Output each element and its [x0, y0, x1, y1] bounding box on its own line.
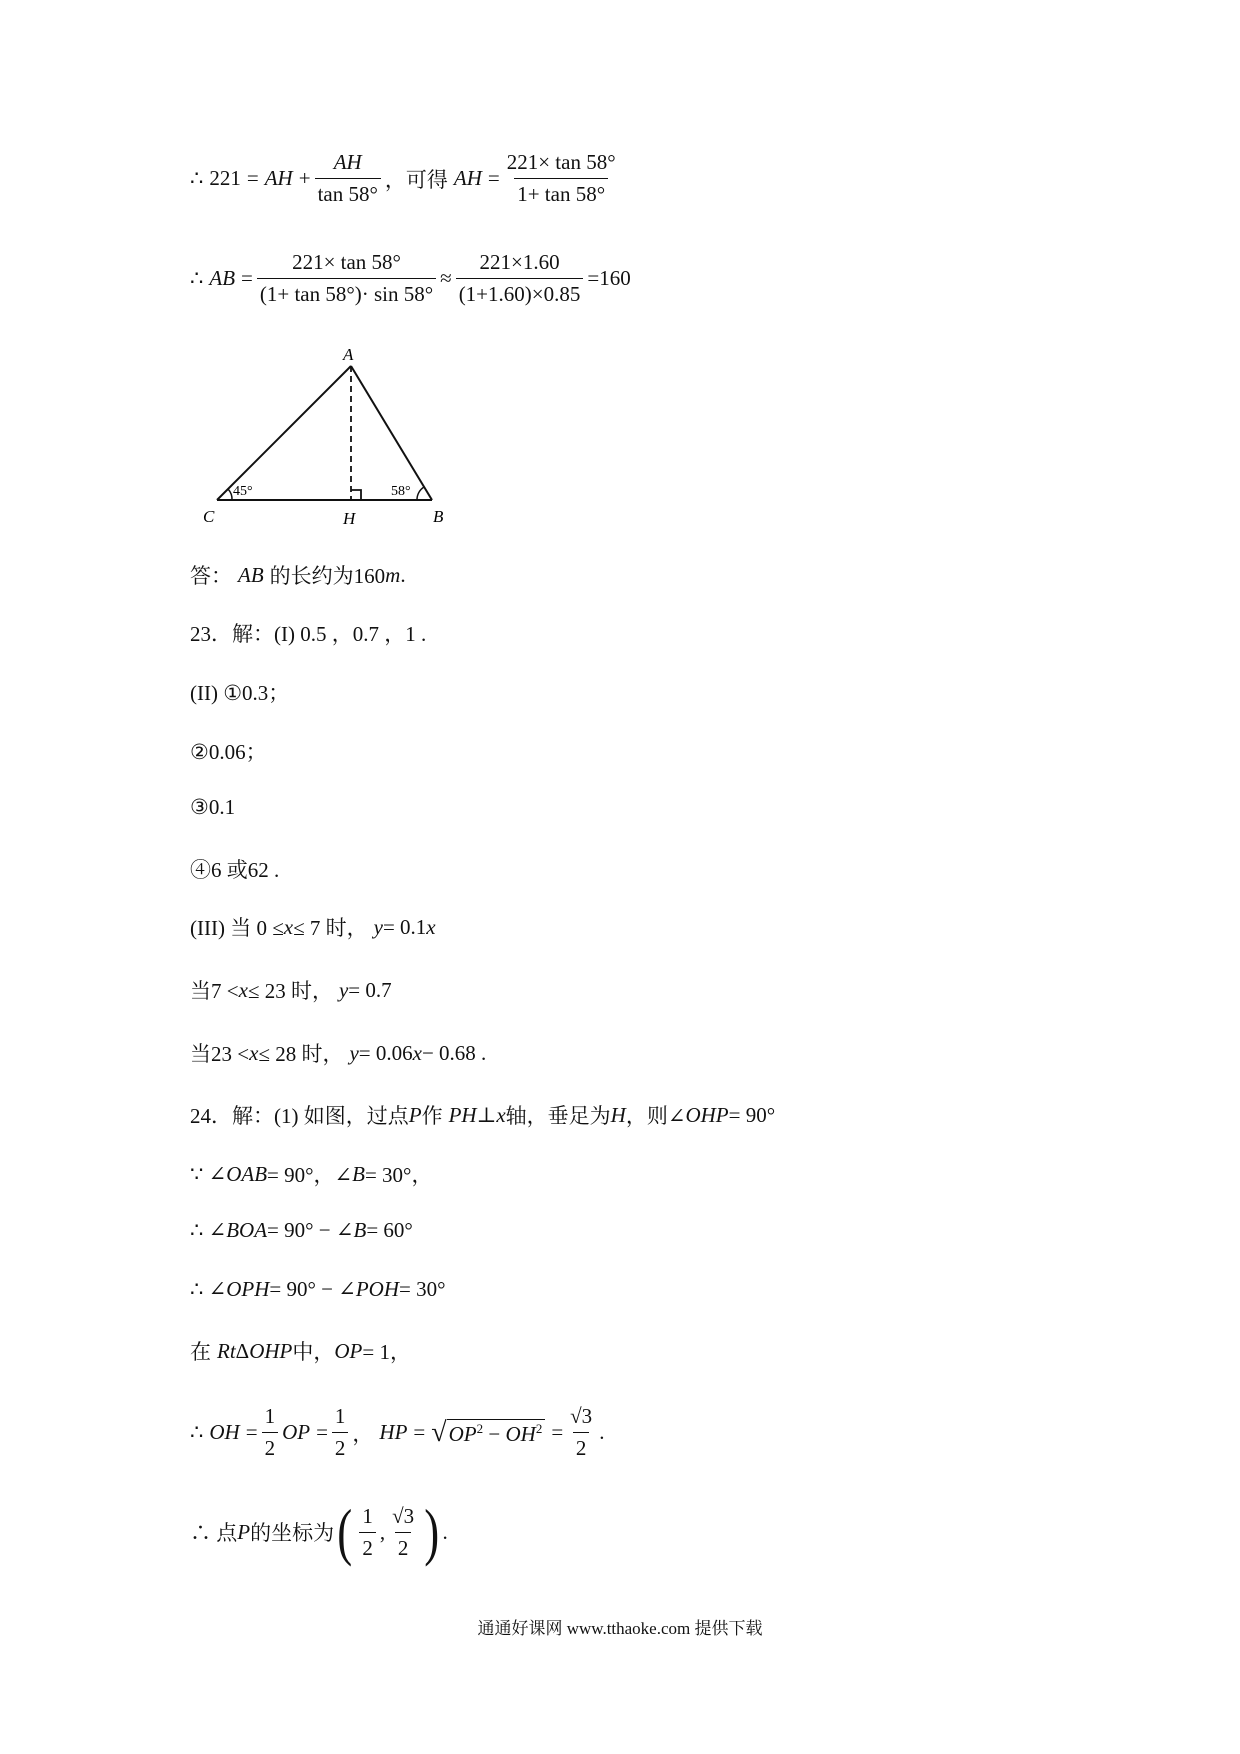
eq1-frac-numerator: AH	[333, 150, 362, 174]
answer-unit: m	[385, 562, 401, 587]
text: ∵ ∠	[190, 1161, 227, 1186]
answer-var: AB	[238, 562, 264, 587]
eq1-fraction	[315, 150, 381, 207]
var-op: OP	[448, 1421, 477, 1446]
q23-line-2: (II) ①0.3；	[190, 681, 290, 705]
text: = 30°，	[364, 1163, 433, 1187]
fraction-half	[359, 1504, 376, 1561]
var-x: x	[238, 977, 248, 1002]
text: = 60°	[366, 1218, 413, 1242]
right-angle-mark	[351, 490, 361, 500]
text: ≤ 23 时，	[247, 979, 333, 1003]
text: Δ	[235, 1338, 250, 1363]
q24-line-3	[190, 1218, 413, 1243]
var-hp: HP	[379, 1420, 408, 1444]
text: − 0.68 .	[421, 1040, 487, 1065]
period: .	[442, 1519, 448, 1544]
comma: ，	[352, 1421, 374, 1446]
side-ca	[217, 366, 351, 500]
vertex-label-c: C	[203, 507, 215, 526]
denominator: 2	[395, 1532, 412, 1561]
text: (III) 当 0 ≤	[190, 916, 284, 940]
q24-line-1	[190, 1100, 775, 1130]
q23-line-4: ③0.1	[190, 795, 236, 819]
eq1-rhs-numerator: 221× tan 58°	[506, 150, 616, 174]
q24-line-2	[190, 1159, 432, 1189]
numerator: √3	[392, 1503, 415, 1528]
var-oh: OH	[505, 1421, 536, 1446]
text: = 90°，∠	[267, 1163, 353, 1187]
var-rt: Rt	[217, 1338, 236, 1363]
fraction-root3-half	[389, 1504, 417, 1561]
eq2-fraction-1	[257, 250, 436, 307]
q24-line-4	[190, 1277, 446, 1302]
answer-prefix: 答：	[190, 564, 232, 588]
text: 作	[421, 1104, 443, 1128]
eq1-plus: +	[298, 166, 311, 190]
text: 轴，垂足为	[505, 1104, 611, 1128]
equation-line-1	[190, 150, 623, 207]
var-boa: BOA	[226, 1218, 268, 1242]
equals: =	[413, 1420, 426, 1444]
eq1-rhs-denominator: 1+ tan 58°	[514, 178, 608, 207]
exponent: 2	[535, 1420, 543, 1436]
denominator: 2	[262, 1432, 279, 1461]
eq2-denominator-2: (1+1.60)×0.85	[456, 278, 584, 307]
eq2-equals: =	[241, 266, 253, 290]
eq1-term-ah: AH	[264, 166, 293, 190]
eq2-denominator-1: (1+ tan 58°)· sin 58°	[257, 278, 436, 307]
text: = 0.06	[358, 1040, 413, 1065]
therefore-symbol: ∴	[190, 1420, 204, 1444]
exponent: 2	[476, 1420, 484, 1436]
text: 中，	[292, 1340, 335, 1364]
q23-line-6	[190, 912, 436, 942]
var-p: P	[408, 1102, 422, 1127]
fraction-half	[262, 1404, 279, 1461]
answer-end: .	[400, 562, 406, 587]
text: ≤ 28 时，	[258, 1042, 344, 1066]
numerator: 1	[334, 1404, 346, 1428]
vertex-label-b: B	[433, 507, 444, 526]
var-op: OP	[334, 1338, 363, 1363]
angle-arc-c	[228, 489, 232, 500]
text: = 1，	[362, 1340, 411, 1364]
minus: −	[483, 1421, 506, 1446]
denominator: 2	[332, 1432, 349, 1461]
q24-line-5	[190, 1336, 411, 1366]
eq1-equals-2: =	[487, 166, 500, 190]
q24-line-6	[190, 1404, 604, 1461]
angle-arc-b	[417, 487, 424, 500]
text: ∴ ∠	[190, 1277, 227, 1301]
denominator: 2	[359, 1532, 376, 1561]
var-b: B	[352, 1161, 365, 1186]
text: = 90°	[728, 1102, 776, 1127]
text: 当23 <	[190, 1042, 250, 1066]
equals: =	[316, 1420, 328, 1444]
text: = 0.1	[382, 914, 427, 939]
equals: =	[245, 1420, 258, 1444]
square-root	[431, 1416, 545, 1448]
eq1-lhs: 221	[209, 166, 241, 190]
var-oph: OPH	[226, 1277, 270, 1301]
text: 在	[190, 1340, 211, 1364]
text: = 0.7	[348, 977, 392, 1002]
period: .	[599, 1420, 605, 1444]
var-op: OP	[282, 1420, 311, 1444]
equation-line-2	[190, 250, 631, 307]
var-poh: POH	[355, 1277, 399, 1301]
triangle-figure	[195, 340, 465, 535]
var-y: y	[373, 914, 383, 939]
answer-text: 的长约为160	[269, 564, 386, 588]
vertex-label-h: H	[343, 509, 356, 528]
eq2-result: =160	[587, 266, 631, 290]
text: = 90° − ∠	[269, 1277, 356, 1301]
text: = 30°	[399, 1277, 446, 1301]
fraction-half	[332, 1404, 349, 1461]
angle-label-b: 58°	[391, 484, 411, 499]
eq1-frac-denominator: tan 58°	[315, 178, 381, 207]
eq2-lhs: AB	[209, 266, 236, 290]
vertex-label-a: A	[343, 345, 354, 364]
page-footer: 通通好课网 www.tthaoke.com 提供下载	[477, 1619, 763, 1638]
text: = 90° − ∠	[267, 1218, 354, 1242]
therefore-symbol: ∴	[190, 266, 204, 290]
text: 当7 <	[190, 979, 239, 1003]
radical-sign: √	[431, 1416, 447, 1448]
text: ∴ ∠	[190, 1218, 227, 1242]
var-p: P	[237, 1519, 251, 1544]
var-y: y	[338, 977, 349, 1002]
var-x: x	[412, 1040, 422, 1065]
var-ohp: OHP	[685, 1102, 729, 1127]
denominator: 2	[573, 1432, 590, 1461]
angle-label-c: 45°	[233, 484, 253, 499]
equals: =	[551, 1420, 564, 1444]
comma: ,	[379, 1519, 386, 1544]
eq2-numerator-1: 221× tan 58°	[292, 250, 401, 274]
text: ，则∠	[625, 1104, 686, 1128]
eq1-rhs-var: AH	[453, 166, 482, 190]
text: ⊥	[476, 1102, 497, 1127]
fraction-root3-half	[567, 1404, 595, 1461]
var-oh: OH	[209, 1420, 240, 1444]
var-b: B	[353, 1218, 367, 1242]
eq2-approx: ≈	[440, 266, 452, 290]
q23-line-5: ④6 或62 .	[190, 858, 280, 882]
eq1-equals: =	[246, 166, 259, 190]
var-x: x	[426, 914, 436, 939]
numerator: 1	[362, 1503, 373, 1528]
right-paren: )	[424, 1496, 440, 1567]
side-ab	[351, 366, 432, 500]
var-y: y	[349, 1040, 359, 1065]
text: 的坐标为	[250, 1521, 335, 1545]
var-ohp: OHP	[249, 1338, 293, 1363]
numerator: 1	[264, 1404, 276, 1428]
q23-line-1: 23．解：(I) 0.5 ，0.7 ，1 .	[190, 622, 427, 646]
var-x: x	[249, 1040, 259, 1065]
var-oab: OAB	[226, 1161, 268, 1186]
eq1-comma-text: ，可得	[384, 167, 448, 192]
text: 24．解：(1) 如图，过点	[190, 1104, 409, 1128]
var-x: x	[283, 914, 294, 939]
q24-line-7	[190, 1496, 448, 1567]
q23-line-3: ②0.06；	[190, 740, 267, 764]
var-h: H	[610, 1102, 626, 1127]
radicand	[447, 1419, 546, 1447]
answer-line	[190, 560, 406, 590]
eq2-fraction-2	[456, 250, 584, 307]
text: ∴ 点	[190, 1521, 238, 1545]
text: ≤ 7 时，	[293, 916, 368, 940]
numerator: √3	[570, 1404, 593, 1428]
left-paren: (	[337, 1496, 353, 1567]
eq1-rhs-fraction	[504, 150, 619, 207]
q23-line-8	[190, 1038, 486, 1068]
var-ph: PH	[448, 1102, 477, 1127]
therefore-symbol: ∴	[190, 166, 204, 190]
var-x: x	[496, 1102, 506, 1127]
eq2-numerator-2: 221×1.60	[479, 250, 560, 274]
q23-line-7	[190, 975, 392, 1005]
